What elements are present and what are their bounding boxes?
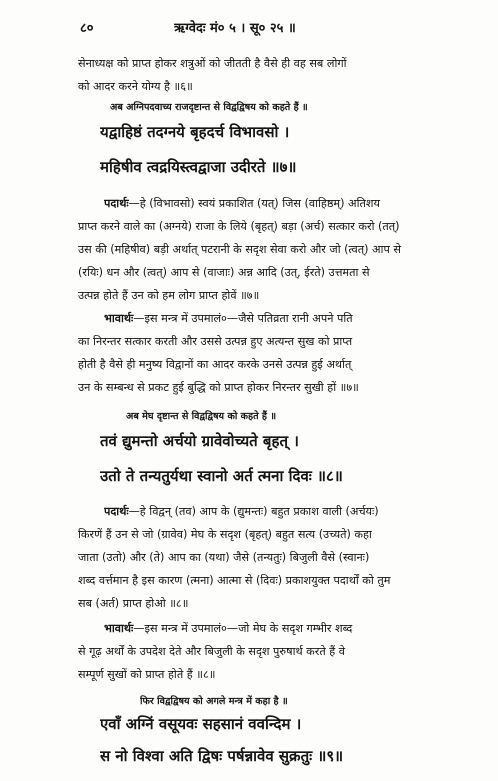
- text-line: [104, 504, 480, 519]
- text-line: का निरन्तर सत्कार करती और उससे उत्पन्न हुए अत्यन्त सुख को प्राप्त: [78, 335, 353, 348]
- text-line: सेनाध्यक्ष को प्राप्त होकर शत्रुओं को जीतती है वैसे ही वह सब लोगों: [78, 57, 347, 70]
- text-line: उस की (महिषीव) बड़ी अर्थात् पटरानी के सदृश सेवा करो और जो (त्वत्) आप से: [78, 243, 401, 256]
- mantra-line: तवं द्युमन्तो अर्चयो ग्रावेवोच्यते बृहत् ।: [100, 432, 299, 450]
- bhavartha-text: —इस मन्त्र में उपमालं०—जैसे पतिव्रता रानी अपने पति: [133, 312, 353, 325]
- padartha-label: पदार्थः: [104, 505, 129, 518]
- mantra-line: यद्वाहिष्ठं तदग्नये बृहदर्च विभावसो ।: [100, 123, 290, 141]
- text-line: शब्द वर्त्तमान है इस कारण (त्मना) आत्मा से (दिवः) प्रकाशयुक्त पदार्थों को तुम: [78, 574, 391, 587]
- text-line: प्राप्त करने वाले का (अग्नये) राजा के लिये (बृहत्) बड़ा (अर्च) सत्कार करो (तत्): [78, 220, 400, 233]
- mantra-line: स नो विश्वा अति द्विषः पर्षन्नावेव सुक्रतुः ॥९॥: [100, 747, 344, 765]
- text-line: उन के सम्बन्ध से प्रकट हुई बुद्धि को प्राप्त होकर निरन्तर सुखी हों ॥७॥: [78, 381, 359, 394]
- section-intro: अब अग्निपदवाच्य राजदृष्टान्त से विद्वद्विषय को कहते हैं ॥: [110, 102, 308, 113]
- mantra-line: एवाँ अग्निं वसूयवः सहसानं ववन्दिम ।: [100, 715, 302, 733]
- padartha-text: —हे विद्वन् (तव) आप के (द्युमन्तः) बहुत प्रकाश वाली (अर्चयः): [128, 505, 379, 518]
- padartha-text: —हे (विभावसो) स्वयं प्रकाशित (यत्) जिस (वाहिष्ठम्) अतिशय: [128, 197, 380, 210]
- text-line: सब (अर्त) प्राप्त होओ ॥८॥: [78, 597, 189, 610]
- mantra-line: महिषीव त्वद्रयिस्त्वद्वाजा उदीरते ॥७॥: [100, 158, 297, 176]
- bhavartha-text: —इस मन्त्र में उपमालं०—जो मेघ के सदृश गम्भीर शब्द: [133, 622, 353, 635]
- section-intro: फिर विद्वद्विषय को अगले मन्त्र में कहा है ॥: [140, 696, 288, 707]
- text-line: [104, 196, 480, 211]
- text-line: होती है वैसे ही मनुष्य विद्वानों का आदर करके उनसे उत्पन्न हुई अर्थात्: [78, 358, 352, 371]
- text-line: किरणें हैं उन से जो (ग्रावेव) मेघ के सदृश (बृहत्) बहुत सत्य (उच्यते) कहा: [78, 528, 372, 541]
- text-line: [104, 621, 480, 636]
- text-line: [104, 311, 480, 326]
- text-line: सम्पूर्ण सुखों को प्राप्त होते हैं ॥८॥: [78, 668, 216, 681]
- text-line: उत्पन्न होते हैं उन को हम लोग प्राप्त होवें ॥७॥: [78, 289, 260, 302]
- padartha-label: पदार्थः: [104, 197, 129, 210]
- page-number: ८०: [80, 21, 94, 36]
- text-line: से गूढ़ अर्थों के उपदेश देते और बिजुली के सदृश पुरुषार्थ करते हैं वे: [78, 645, 345, 658]
- text-line: को आदर करने योग्य है ॥६॥: [78, 80, 193, 93]
- mantra-line: उतो ते तन्यतुर्यथा स्वानो अर्त त्मना दिवः ॥८॥: [100, 467, 343, 485]
- running-title: ऋग्वेदः मं० ५ । सू० २५ ॥: [174, 21, 296, 36]
- text-line: जाता (उतो) और (ते) आप का (यथा) जैसे (तन्यतुः) बिजुली वैसे (स्वानः): [78, 551, 370, 564]
- bhavartha-label: भावार्थः: [104, 312, 134, 325]
- text-line: (रयिः) धन और (त्वत्) आप से (वाजाः) अन्न आदि (उत्, ईरते) उत्तमता से: [78, 266, 370, 279]
- section-intro: अब मेघ दृष्टान्त से विद्वद्विषय को कहते हैं ॥: [126, 411, 277, 422]
- bhavartha-label: भावार्थः: [104, 622, 134, 635]
